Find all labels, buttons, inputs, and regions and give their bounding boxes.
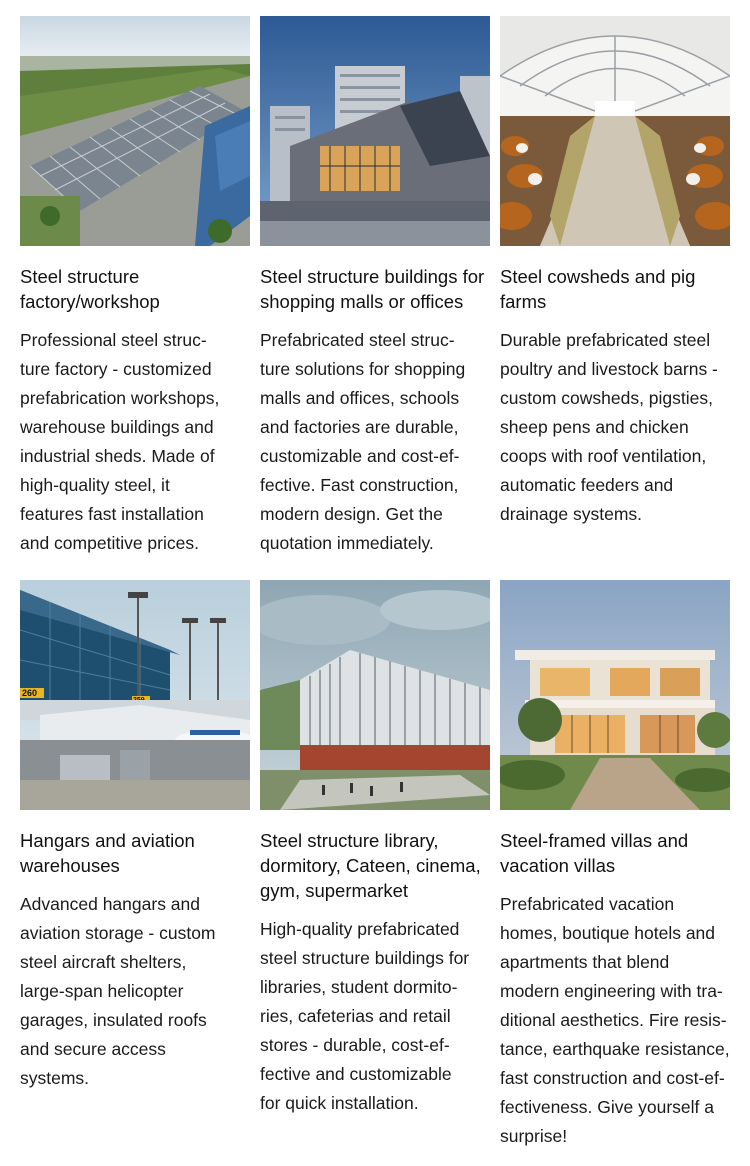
desc-line: Professional steel struc- [20,330,207,350]
card-title [20,264,250,314]
desc-line: Advanced hangars and [20,894,200,914]
desc-line: Prefabricated vacation [500,894,675,914]
desc-line: surprise! [500,1126,568,1146]
desc-line: modern design. Get the [260,504,443,524]
desc-line: sheep pens and chicken [500,417,689,437]
desc-line: fective and customizable [260,1064,452,1084]
card-title-line: gym, supermarket [260,880,409,901]
desc-line: ditional aesthetics. Fire resis- [500,1010,727,1030]
desc-line: and secure access [20,1039,166,1059]
desc-line: aviation storage - custom [20,923,216,943]
desc-line: garages, insulated roofs [20,1010,207,1030]
card-title [20,828,250,878]
desc-line: and factories are durable, [260,417,459,437]
cowshed-interior-photo [500,16,730,246]
card-title-line: farms [500,291,547,312]
desc-line: Prefabricated steel struc- [260,330,455,350]
product-card-factory[interactable] [20,16,250,558]
desc-line: prefabrication workshops, [20,388,220,408]
desc-line: for quick installation. [260,1093,419,1113]
card-title-line: dormitory, Cateen, cinema, [260,855,481,876]
card-title [260,828,490,903]
steel-factory-aerial-photo [20,16,250,246]
card-title [260,264,490,314]
desc-line: fectiveness. Give yourself a [500,1097,714,1117]
card-title [500,264,730,314]
card-title-line: warehouses [20,855,120,876]
card-title-line: shopping malls or offices [260,291,464,312]
card-description [500,890,730,1151]
desc-line: ries, cafeterias and retail [260,1006,451,1026]
desc-line: coops with roof ventilation, [500,446,707,466]
product-card-villa[interactable] [500,580,730,1151]
card-description [500,326,730,529]
product-card-hangar[interactable] [20,580,250,1093]
product-card-cowshed[interactable] [500,16,730,529]
desc-line: Durable prefabricated steel [500,330,711,350]
card-title-line: Steel-framed villas and [500,830,689,851]
desc-line: large-span helicopter [20,981,184,1001]
desc-line: systems. [20,1068,90,1088]
card-description [20,326,250,558]
desc-line: steel structure buildings for [260,948,470,968]
desc-line: high-quality steel, it [20,475,170,495]
desc-line: and competitive prices. [20,533,199,553]
desc-line: industrial sheds. Made of [20,446,215,466]
desc-line: ture solutions for shopping [260,359,466,379]
card-title-line: Steel structure [20,266,140,287]
library-building-photo [260,580,490,810]
card-title-line: Hangars and aviation [20,830,195,851]
desc-line: drainage systems. [500,504,643,524]
card-title-line: Steel cowsheds and pig [500,266,696,287]
desc-line: ture factory - customized [20,359,212,379]
desc-line: customizable and cost-ef- [260,446,460,466]
desc-line: custom cowsheds, pigsties, [500,388,714,408]
card-title-line: Steel structure library, [260,830,439,851]
shopping-mall-office-photo [260,16,490,246]
desc-line: homes, boutique hotels and [500,923,716,943]
card-title-line: vacation villas [500,855,616,876]
product-card-mall[interactable] [260,16,490,558]
desc-line: automatic feeders and [500,475,674,495]
desc-line: libraries, student dormito- [260,977,458,997]
card-title-line: Steel structure buildings for [260,266,485,287]
card-title [500,828,730,878]
card-title-line: factory/workshop [20,291,160,312]
gate-number: 260 [22,688,38,698]
card-description [260,915,490,1118]
desc-line: steel aircraft shelters, [20,952,187,972]
product-card-library[interactable] [260,580,490,1118]
card-description [20,890,250,1093]
desc-line: modern engineering with tra- [500,981,723,1001]
desc-line: warehouse buildings and [20,417,214,437]
desc-line: fective. Fast construction, [260,475,459,495]
desc-line: quotation immediately. [260,533,434,553]
villa-photo [500,580,730,810]
airport-hangar-photo [20,580,250,810]
desc-line: malls and offices, schools [260,388,460,408]
desc-line: tance, earthquake resistance, [500,1039,730,1059]
desc-line: stores - durable, cost-ef- [260,1035,450,1055]
desc-line: features fast installation [20,504,204,524]
desc-line: apartments that blend [500,952,670,972]
desc-line: fast construction and cost-ef- [500,1068,725,1088]
desc-line: poultry and livestock barns - [500,359,718,379]
desc-line: High-quality prefabricated [260,919,460,939]
card-description [260,326,490,558]
